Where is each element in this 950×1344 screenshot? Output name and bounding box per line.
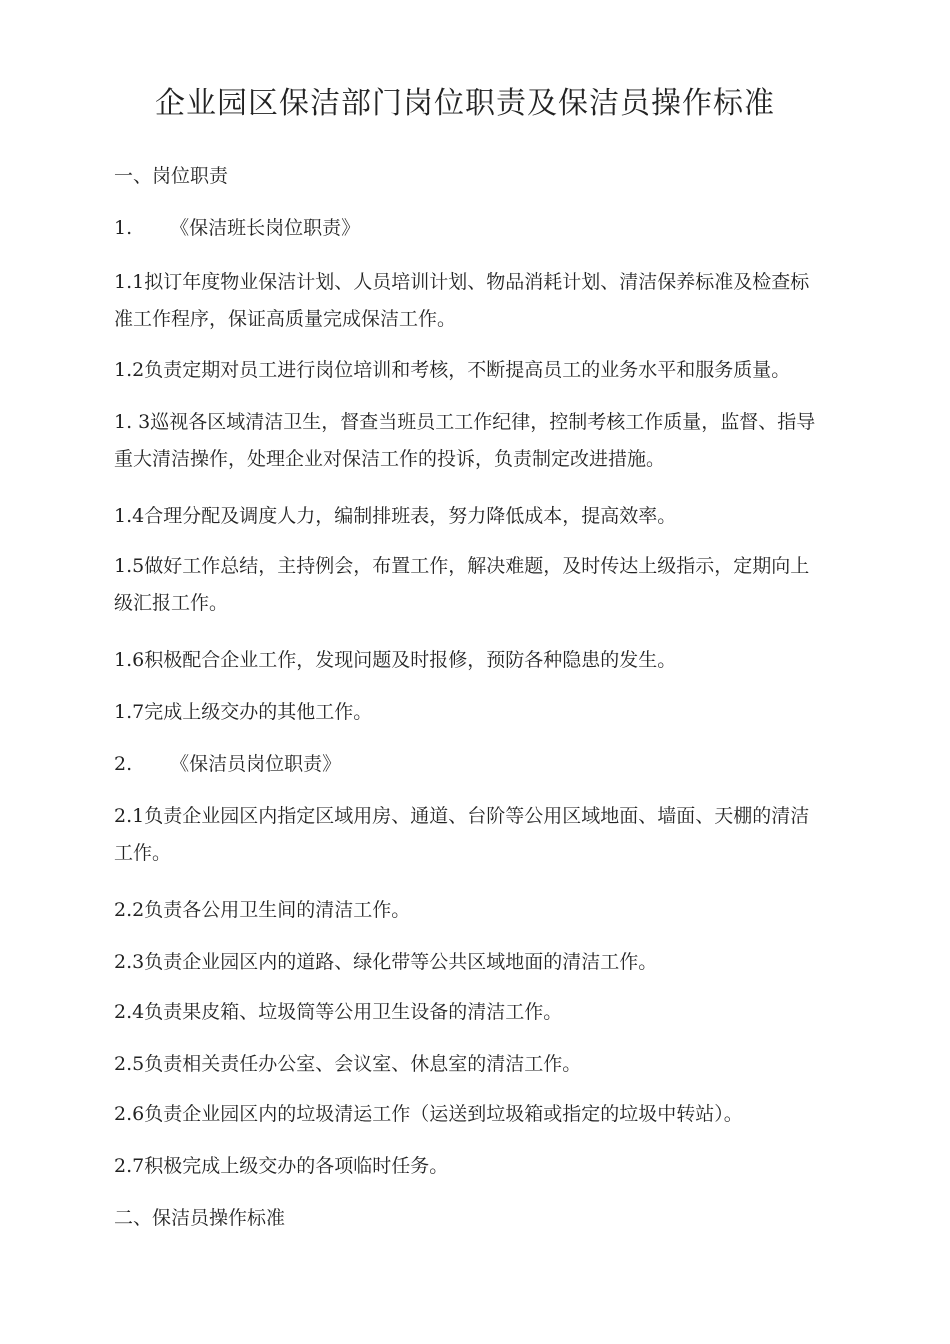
list-item: 2.3负责企业园区内的道路、绿化带等公共区域地面的清洁工作。: [114, 951, 658, 973]
list-item: 2.6负责企业园区内的垃圾清运工作（运送到垃圾箱或指定的垃圾中转站）。: [114, 1103, 743, 1125]
list-item: 1.5做好工作总结，主持例会，布置工作，解决难题，及时传达上级指示，定期向上级汇报工作。: [114, 555, 810, 614]
list-item: 2.7积极完成上级交办的各项临时任务。: [114, 1155, 449, 1177]
list-item: 1.1拟订年度物业保洁计划、人员培训计划、物品消耗计划、清洁保养标准及检查标准工作程序，保证高质量完成保洁工作。: [114, 271, 810, 330]
subsection-number: 2.: [114, 753, 133, 775]
list-item: 1. 3巡视各区域清洁卫生，督查当班员工工作纪律，控制考核工作质量，监督、指导重大清洁操作，处理企业对保洁工作的投诉，负责制定改进措施。: [114, 411, 816, 470]
section-heading-duties: 一、岗位职责: [114, 165, 229, 187]
list-item: 2.5负责相关责任办公室、会议室、休息室的清洁工作。: [114, 1053, 582, 1075]
subsection-heading-cleaner: [114, 750, 341, 778]
list-item: 1.2负责定期对员工进行岗位培训和考核，不断提高员工的业务水平和服务质量。: [114, 359, 791, 381]
list-item: 1.7完成上级交办的其他工作。: [114, 701, 373, 723]
subsection-number: 1.: [114, 217, 133, 239]
list-item: 2.2负责各公用卫生间的清洁工作。: [114, 899, 411, 921]
document-title: 企业园区保洁部门岗位职责及保洁员操作标准: [155, 86, 775, 121]
list-item: 1.6积极配合企业工作，发现问题及时报修，预防各种隐患的发生。: [114, 649, 677, 671]
subsection-title: 《保洁员岗位职责》: [170, 753, 342, 775]
subsection-heading-leader: [114, 214, 360, 242]
list-item: 2.4负责果皮箱、垃圾筒等公用卫生设备的清洁工作。: [114, 1001, 563, 1023]
list-item: 2.1负责企业园区内指定区域用房、通道、台阶等公用区域地面、墙面、天棚的清洁工作。: [114, 805, 810, 864]
section-heading-standards: 二、保洁员操作标准: [114, 1207, 286, 1229]
list-item: 1.4合理分配及调度人力，编制排班表，努力降低成本，提高效率。: [114, 505, 677, 527]
subsection-title: 《保洁班长岗位职责》: [170, 217, 361, 239]
